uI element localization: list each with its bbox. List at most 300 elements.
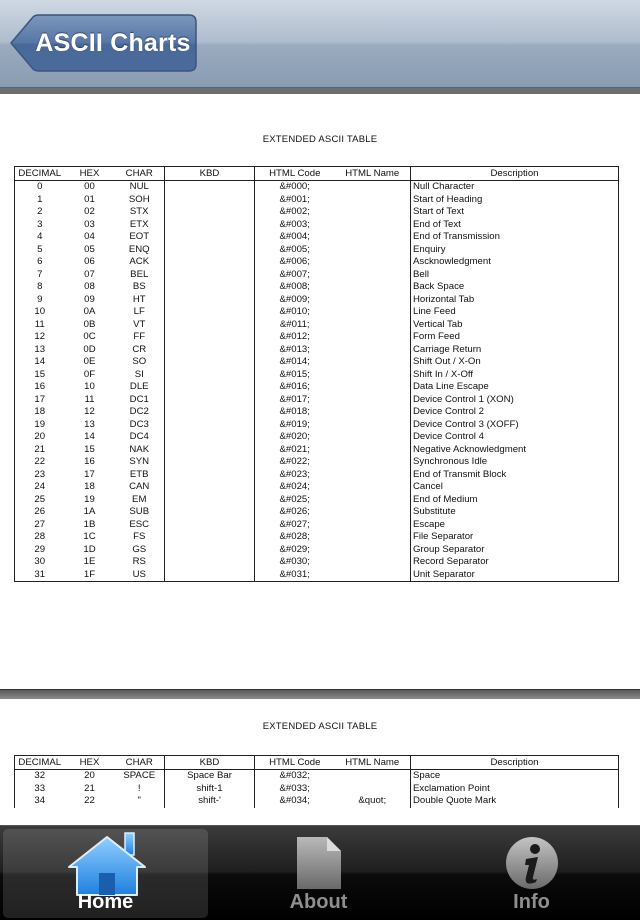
table-row (15, 544, 619, 557)
cell-char: ACK (129, 256, 150, 267)
cell-kbd (165, 219, 255, 232)
table-row (15, 206, 619, 219)
column-header-char: CHAR (115, 756, 165, 770)
table-row (15, 519, 619, 532)
table-row (15, 219, 619, 232)
cell-description: Negative Acknowledgment (411, 444, 619, 457)
cell-kbd: Space Bar (165, 770, 255, 783)
cell-hex: 0B (83, 318, 96, 330)
cell-html-code: &#001; (255, 194, 335, 207)
cell-hex: 09 (84, 293, 95, 305)
cell-description: Escape (411, 519, 619, 532)
cell-hex: 1A (83, 506, 96, 517)
cell-kbd (165, 556, 255, 569)
cell-html-name (335, 356, 411, 369)
cell-char: " (137, 795, 141, 806)
cell-description: Unit Separator (411, 569, 619, 582)
cell-decimal: 14 (34, 356, 46, 367)
cell-kbd (165, 231, 255, 244)
cell-description: Device Control 2 (411, 406, 619, 419)
cell-decimal: 0 (37, 181, 43, 192)
cell-char: EOT (129, 231, 150, 242)
cell-html-code: &#017; (255, 394, 335, 407)
cell-kbd (165, 206, 255, 219)
cell-kbd (165, 469, 255, 482)
table-row (15, 419, 619, 432)
cell-description: Shift Out / X-On (411, 356, 619, 369)
cell-html-name (335, 281, 411, 294)
cell-char: US (115, 569, 165, 582)
cell-decimal: 32 (34, 770, 46, 781)
cell-description: Device Control 1 (XON) (411, 394, 619, 407)
cell-description: Form Feed (411, 331, 619, 344)
cell-hex: 11 (84, 393, 95, 405)
cell-hex: 1F (65, 569, 115, 582)
cell-html-code: &#006; (255, 256, 335, 269)
cell-char: SOH (128, 193, 150, 205)
table-row (15, 494, 619, 507)
cell-html-name (335, 194, 411, 207)
cell-kbd (165, 481, 255, 494)
cell-char: DC2 (129, 406, 149, 417)
cell-kbd (165, 344, 255, 357)
cell-description: Ascknowledgment (411, 256, 619, 269)
cell-decimal: 17 (34, 393, 46, 405)
cell-kbd (165, 281, 255, 294)
tab-bar (0, 825, 640, 920)
cell-hex: 0A (83, 306, 96, 317)
cell-kbd (165, 244, 255, 257)
cell-decimal: 20 (34, 431, 46, 442)
cell-html-code: &#030; (255, 556, 335, 569)
back-button-label: ASCII Charts (35, 29, 191, 57)
table-header-row (15, 167, 619, 181)
table-row (15, 469, 619, 482)
cell-description: Start of Text (411, 206, 619, 219)
cell-decimal: 24 (34, 481, 46, 492)
cell-char: HT (132, 293, 146, 305)
document-page-2 (0, 699, 640, 825)
cell-kbd (165, 569, 255, 582)
cell-hex: 07 (84, 268, 95, 280)
cell-kbd (165, 506, 255, 519)
cell-description: Vertical Tab (411, 319, 619, 332)
cell-html-name (335, 444, 411, 457)
cell-hex: 15 (84, 443, 95, 455)
cell-kbd (165, 381, 255, 394)
table-row (15, 431, 619, 444)
cell-hex: 08 (84, 281, 95, 292)
cell-html-code: &#004; (255, 231, 335, 244)
cell-hex: 1C (83, 531, 96, 542)
column-header-decimal: DECIMAL (15, 167, 65, 181)
column-header-decimal: DECIMAL (15, 756, 65, 770)
cell-html-code: &#000; (255, 181, 335, 194)
cell-decimal: 34 (34, 795, 46, 806)
column-header-description: Description (411, 756, 619, 770)
cell-hex: 19 (84, 493, 95, 505)
cell-html-code: &#020; (255, 431, 335, 444)
tab-about-label: About (289, 891, 348, 913)
table-row (15, 795, 619, 808)
cell-html-code: &#008; (255, 281, 335, 294)
cell-decimal: 11 (34, 318, 45, 330)
table-row (15, 256, 619, 269)
column-header-html-name: HTML Name (335, 167, 411, 181)
cell-description: Horizontal Tab (411, 294, 619, 307)
cell-html-name (335, 494, 411, 507)
cell-char: FS (133, 531, 146, 542)
cell-char: SI (134, 368, 144, 380)
cell-char: ENQ (128, 243, 150, 255)
cell-html-code: &#007; (255, 269, 335, 282)
cell-hex: 20 (84, 770, 95, 781)
cell-html-code: &#029; (255, 544, 335, 557)
cell-char: CAN (129, 481, 150, 492)
cell-decimal: 1 (37, 193, 43, 205)
cell-hex: 10 (84, 381, 95, 392)
cell-decimal: 23 (34, 468, 46, 480)
cell-char: SYN (129, 456, 150, 467)
cell-char: VT (133, 318, 146, 330)
cell-description: File Separator (411, 531, 619, 544)
table-row (15, 331, 619, 344)
cell-html-name (335, 506, 411, 519)
table-row (15, 481, 619, 494)
table-row (15, 231, 619, 244)
cell-kbd (165, 419, 255, 432)
cell-html-code: &#034; (255, 795, 335, 808)
table-row (15, 356, 619, 369)
cell-char: ESC (129, 518, 150, 530)
column-header-kbd: KBD (165, 756, 255, 770)
cell-html-code: &#003; (255, 219, 335, 232)
cell-char: ! (137, 782, 141, 794)
cell-char: BEL (130, 268, 149, 280)
cell-char: SPACE (123, 770, 156, 781)
cell-html-code: &#025; (255, 494, 335, 507)
page-title: EXTENDED ASCII TABLE (262, 721, 378, 732)
cell-html-code: &#015; (255, 369, 335, 382)
cell-kbd (165, 531, 255, 544)
cell-html-code: &#009; (255, 294, 335, 307)
cell-description: Record Separator (411, 556, 619, 569)
cell-hex: 16 (84, 456, 95, 467)
document-page-1 (0, 94, 640, 690)
cell-decimal: 10 (34, 306, 46, 317)
cell-html-name (335, 331, 411, 344)
cell-description: Shift In / X-Off (411, 369, 619, 382)
cell-hex: 21 (84, 782, 95, 794)
table-row (15, 531, 619, 544)
table-row (15, 444, 619, 457)
cell-decimal: 7 (37, 268, 43, 280)
cell-kbd (165, 319, 255, 332)
table-row (15, 269, 619, 282)
table-row (15, 319, 619, 332)
cell-char: ETB (129, 468, 149, 480)
cell-html-code: &#028; (255, 531, 335, 544)
cell-kbd (165, 494, 255, 507)
table-row (15, 369, 619, 382)
cell-kbd: shift-' (165, 795, 255, 808)
table-row (15, 770, 619, 783)
cell-char: NAK (129, 443, 150, 455)
column-header-html-name: HTML Name (335, 756, 411, 770)
back-button[interactable] (9, 14, 197, 72)
tab-info-label: Info (513, 891, 550, 913)
page-title: EXTENDED ASCII TABLE (262, 134, 378, 145)
cell-hex: 1D (83, 543, 96, 555)
cell-decimal: 4 (37, 231, 43, 242)
cell-description: Synchronous Idle (411, 456, 619, 469)
cell-hex: 12 (84, 406, 95, 417)
cell-hex: 01 (84, 193, 95, 205)
cell-html-name (335, 319, 411, 332)
cell-description: Back Space (411, 281, 619, 294)
cell-hex: 1B (83, 518, 96, 530)
cell-kbd: shift-1 (165, 783, 255, 796)
cell-html-name (335, 556, 411, 569)
cell-decimal: 21 (34, 443, 46, 455)
document-view[interactable] (0, 88, 640, 825)
cell-html-code: &#014; (255, 356, 335, 369)
ascii-table (14, 166, 619, 582)
cell-html-code: &#018; (255, 406, 335, 419)
cell-char: NUL (129, 181, 149, 192)
cell-decimal: 22 (34, 456, 46, 467)
table-row (15, 406, 619, 419)
cell-html-name (335, 481, 411, 494)
cell-kbd (165, 544, 255, 557)
cell-html-code: &#012; (255, 331, 335, 344)
cell-html-code: &#033; (255, 783, 335, 796)
cell-hex: 0C (83, 331, 96, 342)
cell-html-name (335, 344, 411, 357)
cell-description: End of Medium (411, 494, 619, 507)
info-icon (504, 835, 560, 891)
cell-decimal: 26 (34, 506, 46, 517)
cell-description: Space (411, 770, 619, 783)
column-header-hex: HEX (65, 756, 115, 770)
document-icon (295, 835, 343, 891)
cell-decimal: 33 (34, 782, 46, 794)
cell-description: Device Control 4 (411, 431, 619, 444)
tab-home-label: Home (77, 891, 134, 913)
cell-decimal: 5 (37, 243, 43, 255)
cell-decimal: 13 (34, 343, 46, 355)
cell-html-name (335, 544, 411, 557)
column-header-kbd: KBD (165, 167, 255, 181)
cell-description: Null Character (411, 181, 619, 194)
cell-char: STX (129, 206, 149, 217)
cell-decimal: 3 (37, 218, 43, 230)
cell-html-code: &#019; (255, 419, 335, 432)
cell-html-name (335, 269, 411, 282)
cell-html-name (335, 469, 411, 482)
table-row (15, 344, 619, 357)
cell-kbd (165, 294, 255, 307)
cell-char: CR (132, 343, 147, 355)
cell-html-code: &#005; (255, 244, 335, 257)
cell-decimal: 27 (34, 518, 46, 530)
cell-html-name (335, 231, 411, 244)
cell-html-name (335, 219, 411, 232)
cell-html-code: &#011; (255, 319, 335, 332)
cell-decimal: 12 (34, 331, 46, 342)
cell-html-name (335, 206, 411, 219)
cell-html-code: &#027; (255, 519, 335, 532)
cell-decimal: 29 (34, 543, 46, 555)
cell-decimal: 31 (15, 569, 65, 582)
cell-decimal: 18 (34, 406, 46, 417)
cell-html-code: &#021; (255, 444, 335, 457)
cell-html-name (335, 770, 411, 783)
cell-decimal: 16 (34, 381, 46, 392)
cell-kbd (165, 444, 255, 457)
cell-html-code: &#016; (255, 381, 335, 394)
cell-html-name (335, 381, 411, 394)
cell-decimal: 15 (34, 368, 46, 380)
cell-html-name (335, 181, 411, 194)
cell-kbd (165, 369, 255, 382)
cell-html-name (335, 456, 411, 469)
cell-description: Exclamation Point (411, 783, 619, 796)
cell-html-code: &#010; (255, 306, 335, 319)
cell-html-name: &quot; (358, 795, 387, 806)
cell-html-name (335, 256, 411, 269)
cell-kbd (165, 431, 255, 444)
cell-char: SO (132, 356, 147, 367)
cell-html-code: &#022; (255, 456, 335, 469)
cell-description: Cancel (411, 481, 619, 494)
cell-description: Bell (411, 269, 619, 282)
cell-char: DC1 (129, 393, 149, 405)
page-separator (0, 690, 640, 699)
tab-home[interactable] (3, 829, 208, 918)
cell-char: LF (133, 306, 145, 317)
table-row (15, 244, 619, 257)
cell-kbd (165, 269, 255, 282)
table-row (15, 569, 619, 582)
cell-description: End of Text (411, 219, 619, 232)
cell-decimal: 25 (34, 493, 46, 505)
cell-char: EM (132, 493, 147, 505)
cell-decimal: 2 (37, 206, 43, 217)
table-row (15, 194, 619, 207)
cell-hex: 14 (84, 431, 95, 442)
cell-description: End of Transmission (411, 231, 619, 244)
cell-kbd (165, 194, 255, 207)
cell-decimal: 8 (37, 281, 43, 292)
ascii-table (14, 755, 619, 808)
cell-kbd (165, 406, 255, 419)
cell-kbd (165, 519, 255, 532)
cell-html-name (335, 406, 411, 419)
cell-hex: 04 (84, 231, 95, 242)
cell-kbd (165, 356, 255, 369)
table-row (15, 381, 619, 394)
cell-hex: 22 (84, 795, 95, 806)
tab-about[interactable] (216, 829, 421, 918)
cell-hex: 02 (84, 206, 95, 217)
cell-html-code: &#032; (255, 770, 335, 783)
cell-hex: 17 (84, 468, 95, 480)
column-header-description: Description (411, 167, 619, 181)
table-row (15, 306, 619, 319)
cell-html-code: &#002; (255, 206, 335, 219)
column-header-char: CHAR (115, 167, 165, 181)
cell-hex: 1E (83, 556, 96, 567)
cell-kbd (165, 394, 255, 407)
navigation-bar (0, 0, 640, 88)
cell-description: Data Line Escape (411, 381, 619, 394)
house-icon (65, 829, 149, 897)
table-row (15, 394, 619, 407)
cell-description: Double Quote Mark (411, 795, 619, 808)
cell-kbd (165, 256, 255, 269)
table-row (15, 181, 619, 194)
cell-html-name (335, 244, 411, 257)
cell-html-name (335, 369, 411, 382)
cell-hex: 00 (84, 181, 95, 192)
cell-html-name (335, 419, 411, 432)
table-header-row (15, 756, 619, 770)
cell-decimal: 30 (34, 556, 46, 567)
cell-char: GS (132, 543, 147, 555)
cell-hex: 0F (83, 368, 96, 380)
cell-html-name (335, 294, 411, 307)
cell-html-name (335, 569, 411, 582)
cell-html-code: &#031; (255, 569, 335, 582)
cell-char: SUB (129, 506, 150, 517)
column-header-hex: HEX (65, 167, 115, 181)
table-row (15, 281, 619, 294)
cell-kbd (165, 456, 255, 469)
cell-description: Device Control 3 (XOFF) (411, 419, 619, 432)
tab-info[interactable] (429, 829, 634, 918)
cell-hex: 13 (84, 418, 95, 430)
table-row (15, 556, 619, 569)
table-row (15, 456, 619, 469)
cell-description: Enquiry (411, 244, 619, 257)
table-row (15, 783, 619, 796)
cell-char: BS (132, 281, 146, 292)
cell-hex: 03 (84, 218, 95, 230)
cell-html-name (335, 783, 411, 796)
column-header-html-code: HTML Code (255, 756, 335, 770)
cell-char: RS (132, 556, 146, 567)
cell-html-name (335, 519, 411, 532)
cell-description: Substitute (411, 506, 619, 519)
cell-decimal: 9 (37, 293, 43, 305)
cell-html-name (335, 394, 411, 407)
cell-html-code: &#026; (255, 506, 335, 519)
cell-description: Carriage Return (411, 344, 619, 357)
column-header-html-code: HTML Code (255, 167, 335, 181)
cell-html-code: &#013; (255, 344, 335, 357)
cell-html-code: &#023; (255, 469, 335, 482)
cell-description: Group Separator (411, 544, 619, 557)
cell-hex: 0E (83, 356, 96, 367)
cell-description: Start of Heading (411, 194, 619, 207)
cell-char: FF (133, 331, 146, 342)
cell-kbd (165, 181, 255, 194)
cell-kbd (165, 331, 255, 344)
cell-decimal: 19 (34, 418, 46, 430)
cell-html-name (335, 531, 411, 544)
table-row (15, 294, 619, 307)
